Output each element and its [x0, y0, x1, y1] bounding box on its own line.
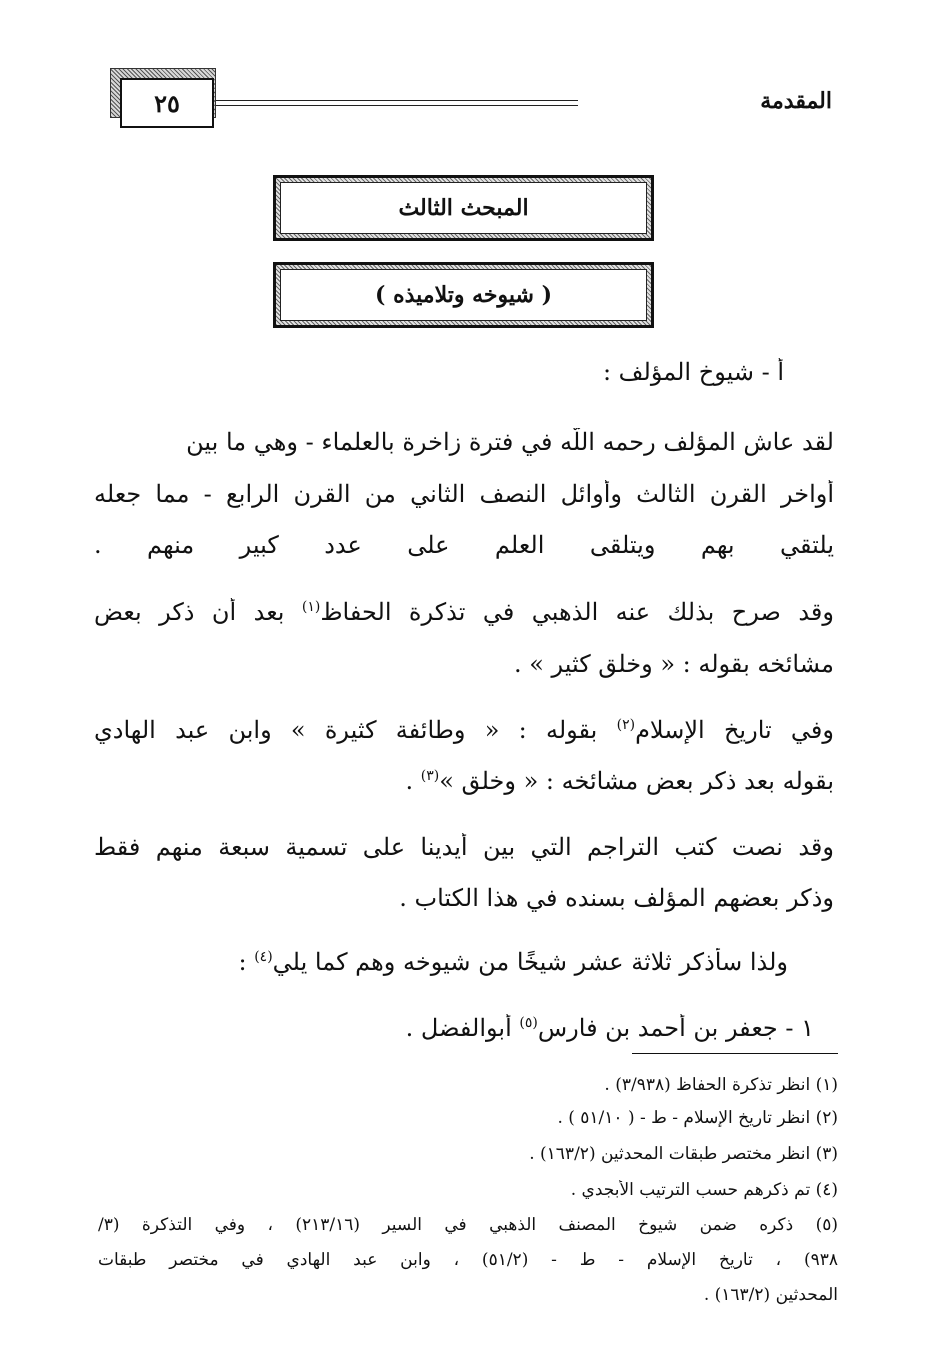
footnote-ref-5: (٥): [519, 1015, 538, 1031]
footnote-5-line-3: المحدثين (١٦٣/٢) .: [703, 1285, 838, 1305]
footnote-ref-3: (٣): [420, 768, 440, 784]
footnote-4: (٤) تم ذكرهم حسب الترتيب الأبجدي .: [570, 1180, 838, 1200]
paragraph-3-line-1: وفي تاريخ الإسلام$^{(٢)}$ بقوله : « وطائفة كثيرة » وابن عبد الهادي: [94, 716, 834, 744]
footnote-5-line-2: ٩٣٨) ، تاريخ الإسلام - ط - (٥١/٢) ، وابن عبد الهادي في مختصر طبقات: [98, 1250, 838, 1270]
paragraph-1-line-1: لقد عاش المؤلف رحمه اللّه في فترة زاخرة بالعلماء - وهي ما بين: [186, 428, 834, 456]
paragraph-5: ولذا سأذكر ثلاثة عشر شيخًا من شيوخه وهم كما يلي$^{(٤)}$ :: [238, 948, 788, 976]
section-subtitle: ( شيوخه وتلاميذه ): [280, 269, 647, 321]
header-rule: [216, 100, 578, 106]
footnote-2: (٢) انظر تاريخ الإسلام - ط - ( ٥١/١٠ ) .: [557, 1108, 838, 1128]
paragraph-4-line-2: وذكر بعضهم المؤلف بسنده في هذا الكتاب .: [399, 884, 834, 912]
page-number-box: [120, 78, 214, 128]
paragraph-2-line-2: مشائخه بقوله : « وخلق كثير » .: [513, 650, 834, 678]
section-title: المبحث الثالث: [280, 182, 647, 234]
paragraph-2-line-1: وقد صرح بذلك عنه الذهبي في تذكرة الحفاظ$^{(١)}$ بعد أن ذكر بعض: [94, 598, 834, 626]
section-subtitle-box: [273, 262, 654, 328]
section-title-box: [273, 175, 654, 241]
footnote-ref-4: (٤): [254, 949, 273, 965]
paragraph-4-line-1: وقد نصت كتب التراجم التي بين أيدينا على تسمية سبعة منهم فقط: [94, 833, 834, 861]
paragraph-1-line-2: أواخر القرن الثالث وأوائل النصف الثاني من القرن الرابع - مما جعله: [94, 480, 834, 508]
footnote-separator: [632, 1053, 838, 1054]
paragraph-1-line-3: يلتقي بهم ويتلقى العلم على عدد كبير منهم .: [94, 531, 834, 559]
subsection-heading: أ - شيوخ المؤلف :: [602, 358, 784, 386]
running-title: المقدمة: [760, 88, 832, 114]
list-item-1: ١ - جعفر بن أحمد بن فارس$^{(٥)}$ أبوالفضل .: [405, 1014, 814, 1042]
footnote-3: (٣) انظر مختصر طبقات المحدثين (١٦٣/٢) .: [529, 1144, 838, 1164]
footnote-5-line-1: (٥) ذكره ضمن شيوخ المصنف الذهبي في السير (٢١٣/١٦) ، وفي التذكرة (٣/: [98, 1215, 838, 1235]
footnote-1: (١) انظر تذكرة الحفاظ (٣/٩٣٨) .: [604, 1075, 838, 1095]
footnote-ref-2: (٢): [616, 717, 636, 733]
footnote-ref-1: (١): [301, 599, 321, 615]
paragraph-3-line-2: بقوله بعد ذكر بعض مشائخه : « وخلق »$^{(٣)}$ .: [405, 767, 834, 795]
page-number: ٢٥: [154, 88, 180, 118]
